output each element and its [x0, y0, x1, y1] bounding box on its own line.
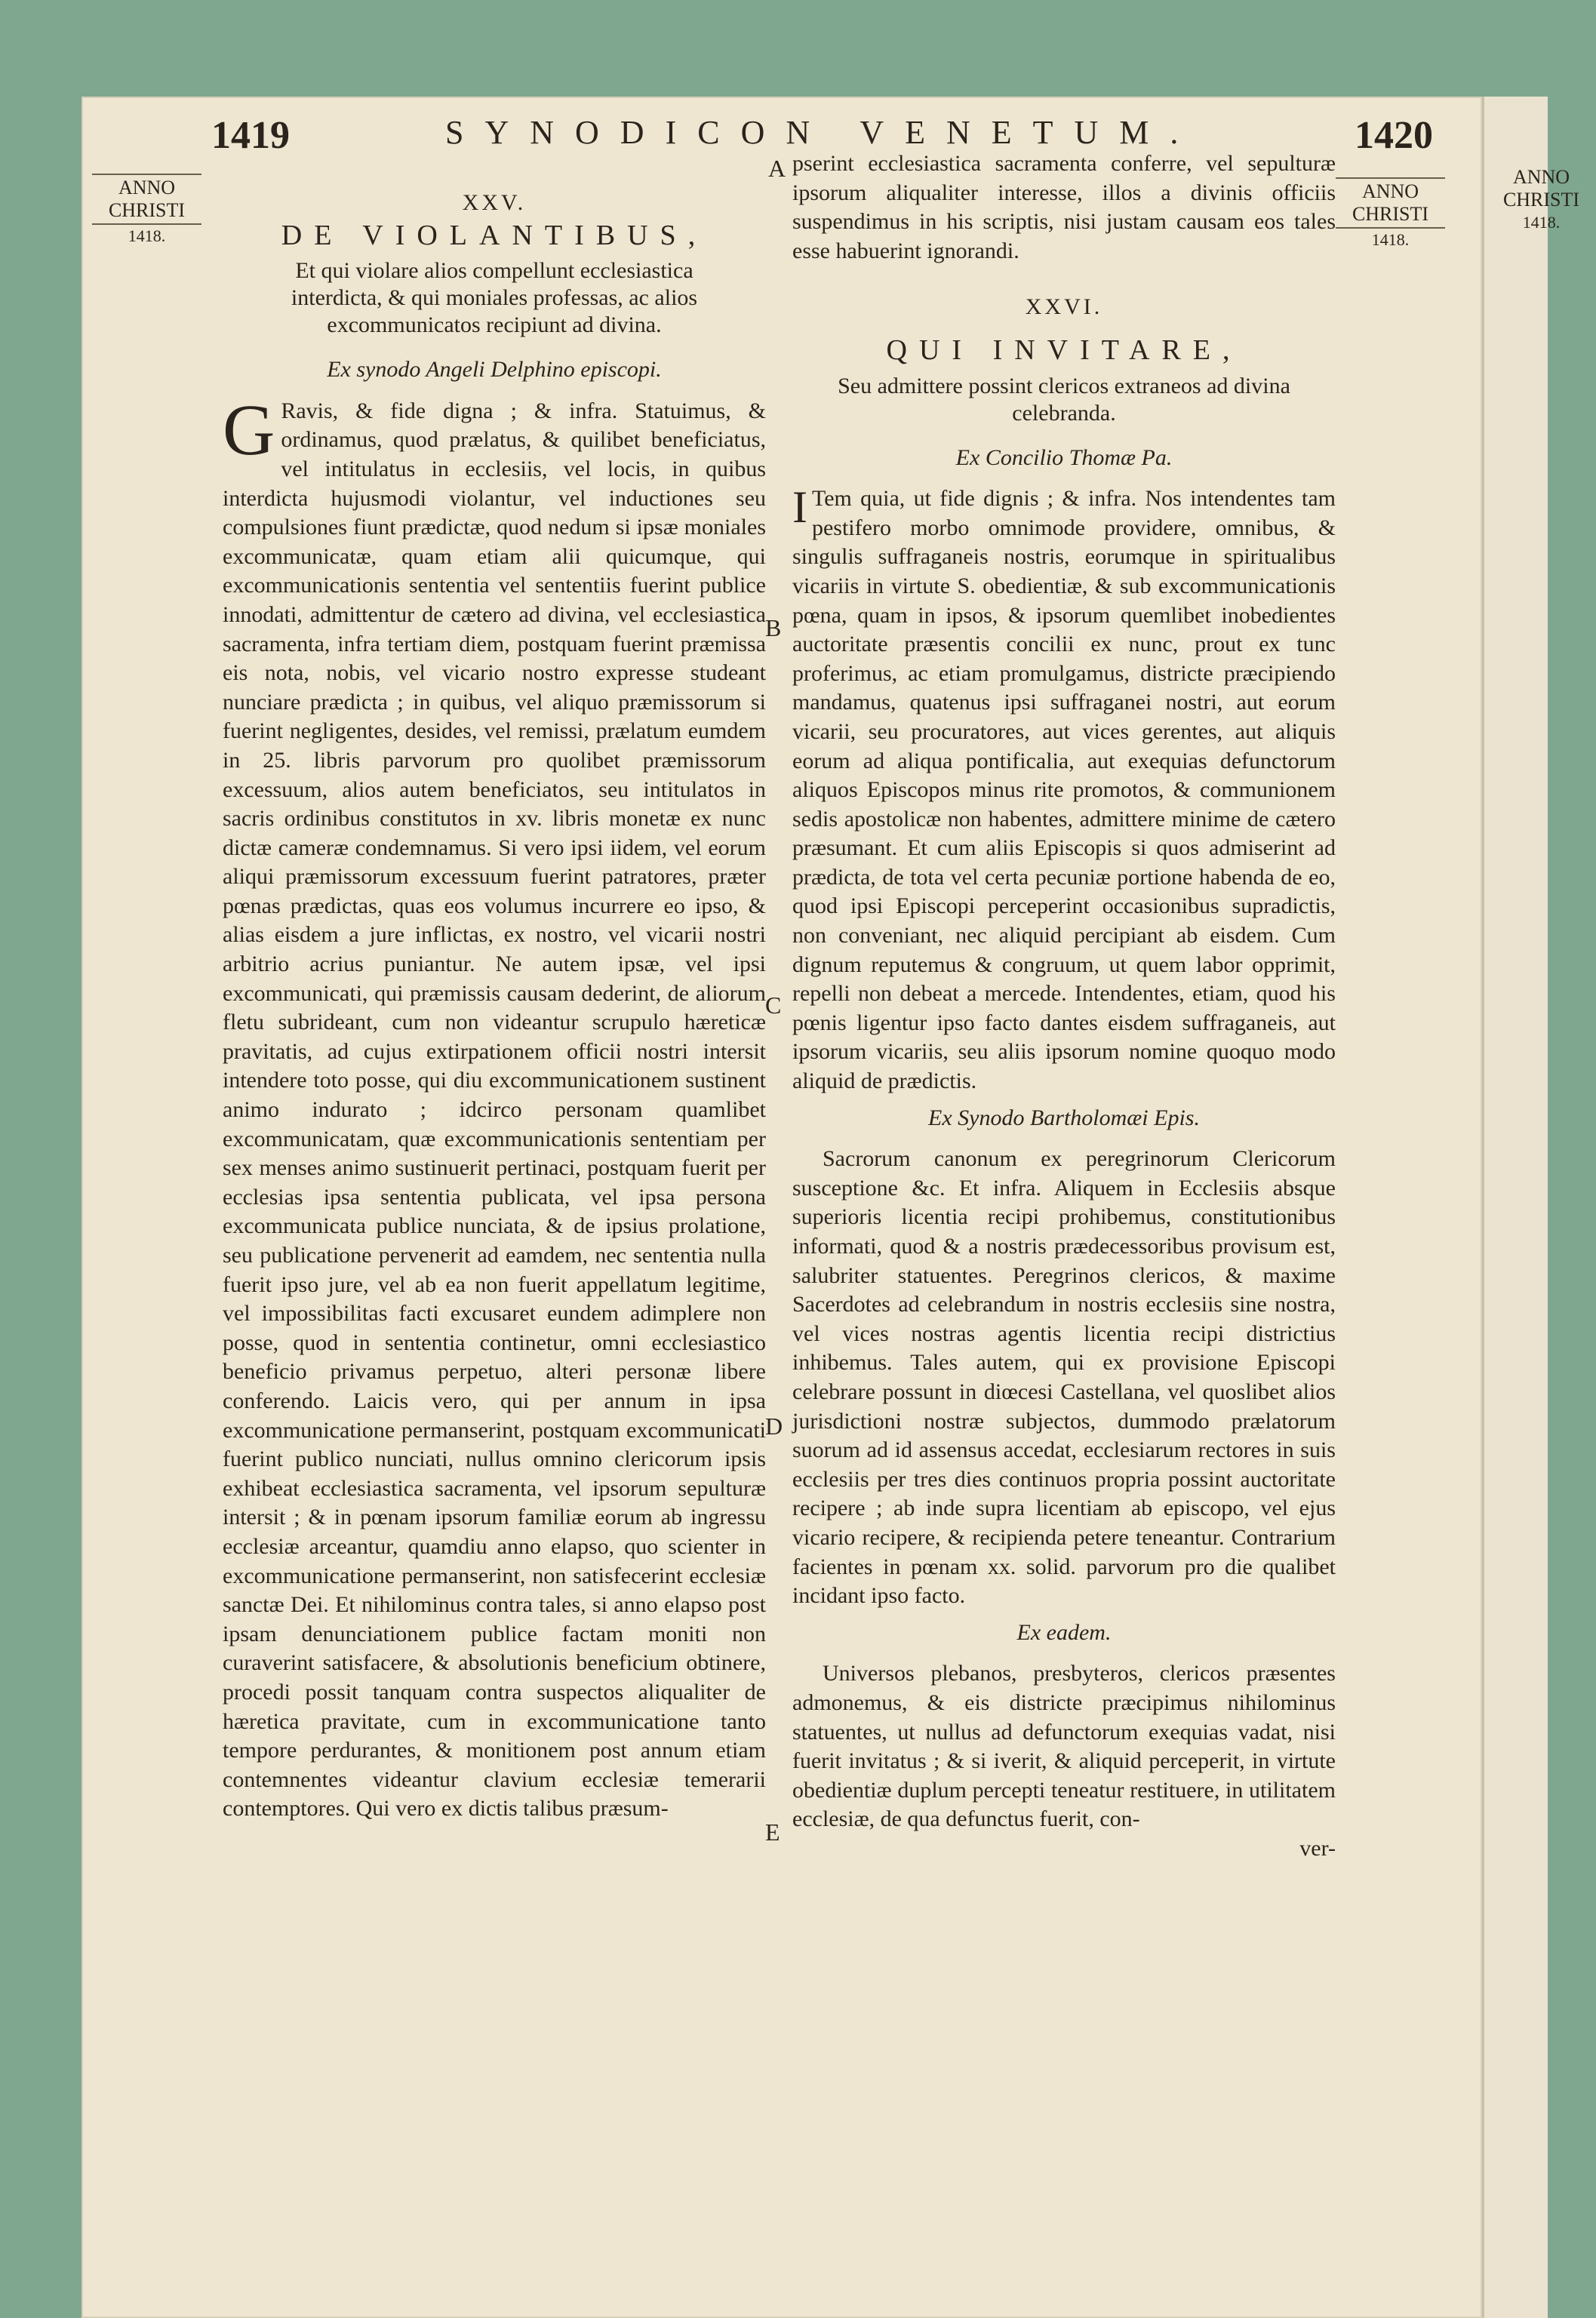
year-box-left	[92, 174, 201, 247]
chapter-summary: Seu admittere possint clericos extraneos ad divina celebranda.	[838, 373, 1290, 426]
christi-label: CHRISTI	[1352, 203, 1429, 225]
page-number-left: 1419	[211, 114, 290, 157]
christi-label: CHRISTI	[1502, 189, 1580, 211]
margin-letter-c: C	[765, 991, 782, 1019]
next-page-edge	[1482, 97, 1548, 2318]
body-paragraph: Universos plebanos, presbyteros, clericos præsentes admonemus, & eis districte præcipimus nihilominus statuentes, ut nullus ad defunctorum exequias vadat, nisi fuerit invitatus ; & si iverit, & aliquid perceperit, in virtute obedientiæ duplum percepti teneatur restituere, in utilitatem ecclesiæ, de qua defunctus fuerit, con-	[792, 1661, 1336, 1832]
page-number-right: 1420	[1355, 114, 1433, 157]
year-value: 1418.	[1371, 230, 1410, 249]
chapter-title: QUI INVITARE,	[886, 334, 1242, 366]
anno-label: ANNO	[1361, 180, 1419, 202]
source-heading: Ex Synodo Bartholomæi Epis.	[928, 1105, 1200, 1130]
drop-cap: G	[223, 389, 275, 470]
chapter-title: DE VIOLANTIBUS,	[281, 219, 708, 251]
margin-letter-a: A	[768, 155, 786, 182]
christi-label: CHRISTI	[108, 199, 186, 221]
anno-label: ANNO	[1512, 166, 1570, 188]
chapter-summary: Et qui violare alios compellunt ecclesiastica interdicta, & qui moniales professas, ac alios excommunicatos recipiunt ad divina.	[291, 258, 698, 338]
body-paragraph: Sacrorum canonum ex peregrinorum Clericorum susceptione &c. Et infra. Aliquem in Ecclesiis absque superioris licentia recipi prohibemus, constitutionibus informati, quod & a nostris prædecessoribus provisum est, salubriter statuentes. Peregrinos clericos, & maxime Sacerdotes ad celebrandum in nostris ecclesiis sine nostra, vel vices nostras agentis licentia recipi districtius inhibemus. Tales autem, qui ex provisione Episcopi celebrare possunt in diœcesi Castellana, vel quoslibet alios jurisdictioni nostræ subjectos, dummodo prælatorum suorum ad id assensus accedat, ecclesiarum rectores in suis ecclesiis per tres dies continuos propria possint auctoritate recipere ; ab inde supra licentiam ab episcopo, vel ejus vicario recipere, & recipienda petere teneantur. Contrarium facientes in pœnam xx. solid. parvorum pro die qualibet incidant ipso facto.	[792, 1146, 1336, 1609]
chapter-number: XXVI.	[1025, 294, 1103, 320]
margin-letter-d: D	[765, 1413, 783, 1440]
year-box-label	[92, 174, 201, 225]
margin-letter-b: B	[765, 614, 782, 641]
body-paragraph: Tem quia, ut fide dignis ; & infra. Nos intendentes tam pestifero morbo omnimode providere, omnibus, & singulis suffraganeis nostris, eorumque in spiritualibus vicariis in virtute S. obedientiæ, & sub excommunicationis pœna, quam in ipsos, & ipsorum quemlibet inobedientes auctoritate præsentis concilii ex nunc, prout ex tunc proferimus, ac etiam promulgamus, districte præcipiendo mandamus, quatenus ipsi suffraganei nostri, aut eorum vicarii, seu procuratores, aut vices gerentes, aut aliquis eorum ad aliqua pontificalia, aut exequias defunctorum aliquos Episcopos minus rite promotos, & communionem sedis apostolicæ non habentes, admittere minime de cætero præsumant. Et cum aliis Episcopis si quos admiserint ad prædicta, de tota vel certa pecuniæ portione habenda de eo, quod ipsi Episcopi perceperint occasionibus supradictis, non conveniant, nec aliquid percipiant ab eisdem. Cum dignum reputemus & congruum, ut quem labor opprimit, repelli non debeat a mercede. Intendentes, etiam, quod his pœnis ligentur ipso facto dantes eisdem suffraganeis, aut ipsorum vicariis, seu aliis ipsorum nomine quoquo modo aliquid de prædictis.	[792, 486, 1336, 1094]
right-column	[792, 149, 1336, 1863]
source-heading: Ex Concilio Thomæ Pa.	[955, 444, 1173, 470]
catchword: ver-	[1299, 1835, 1336, 1861]
body-paragraph: Ravis, & fide digna ; & infra. Statuimus, & ordinamus, quod prælatus, & quilibet beneficiatus, vel intitulatus in ecclesiis, vel locis, in quibus interdicta hujusmodi violantur, vel inductiones seu compulsiones fiunt prædictæ, quod nedum si ipsæ moniales excommunicatæ, quam etiam alii quicumque, qui excommunicationis sententia vel sententiis fuerint publice innodati, admittentur de cætero ad divina, vel ecclesiastica sacramenta, infra tertiam diem, postquam fuerint præmissa eis nota, nobis, vel vicario nostro expresse studeant nunciare prædicta ; in quibus, vel aliquo præmissorum si fuerint negligentes, desides, vel remissi, prælatum eumdem in 25. libris parvorum pro quolibet præmissorum excessuum, alios autem beneficiatos, seu intitulatos in sacris ordinibus constitutos in xv. libris monetæ ex nunc dictæ cameræ condemnamus. Si vero ipsi iidem, vel eorum aliqui præmissorum excessuum fuerint patratores, præter pœnas prædictas, quas eos volumus incurrere eo ipso, & alias eisdem a jure inflictas, ex nostro, vel vicarii nostri arbitrio acrius puniantur. Ne autem ipsæ, vel ipsi excommunicati, qui præmissis causam dederint, de aliorum fletu subrideant, cum non videantur scrupulo hæreticæ pravitatis, ad cujus extirpationem officii nostri intersit intendere toto posse, qui diu excommunicationem sustinent animo indurato ; idcirco personam quamlibet excommunicatam, quæ excommunicationis sententiam per sex menses animo sustinuerit pertinaci, postquam fuerit per ecclesias ipsa sententia publicata, vel ipsa persona excommunicata publice nunciata, & de ipsius prolatione, seu publicatione pervenerit ad eamdem, nec sententia nulla fuerit ipso jure, vel ab ea non fuerit appellatum legitime, vel impossibilitas facti excusaret eundem adimplere non posse, quod in sententia continetur, omni ecclesiastico beneficio privamus perpetuo, alteri personæ libere conferendo. Laicis vero, qui per annum in ipsa excommunicatione permanserint, postquam excommunicati fuerint publico nunciati, nullus omnino clericorum ipsis exhibeat ecclesiastica sacramenta, vel ipsorum sepulturæ intersit ; & in pœnam ipsorum familiæ eorum ab ingressu ecclesiæ arceantur, quamdiu anno elapso, quo scienter in excommunicatione permanserint, non satisfecerint ecclesiæ sanctæ Dei. Et nihilominus contra tales, si anno elapso post ipsam denunciationem publice factam moniti non curaverint satisfacere, & absolutionis beneficium obtinere, procedi possit tanquam contra suspectos aliqualiter de hæretica pravitate, cum in excommunicatione tanto tempore perdurantes, & monitionem post annum etiam contemnentes videantur clavium ecclesiæ temerarii contemptores. Qui vero ex dictis talibus præsum-	[223, 398, 766, 1822]
year-value: 1418.	[1522, 213, 1561, 232]
year-box-mid	[1336, 177, 1445, 251]
body-text	[223, 389, 766, 1824]
year-value: 1418.	[128, 226, 166, 245]
left-column	[223, 189, 766, 1824]
running-title: SYNODICON VENETUM.	[445, 114, 1200, 151]
drop-cap: I	[792, 482, 807, 533]
margin-letter-e: E	[765, 1818, 780, 1846]
year-box-label	[1336, 177, 1445, 229]
source-heading: Ex eadem.	[1016, 1619, 1112, 1645]
source-heading: Ex synodo Angeli Delphino episcopi.	[327, 357, 662, 383]
year-box-right	[1487, 166, 1596, 234]
body-text	[792, 484, 1336, 1096]
continuation-text: pserint ecclesiastica sacramenta conferre, vel sepulturæ ipsorum aliqualiter interesse, illos a divinis officiis suspendimus in his scriptis, nisi justam causam eos tales esse habuerint ignorandi.	[792, 151, 1336, 263]
chapter-number: XXV.	[462, 190, 527, 215]
anno-label: ANNO	[118, 177, 176, 198]
